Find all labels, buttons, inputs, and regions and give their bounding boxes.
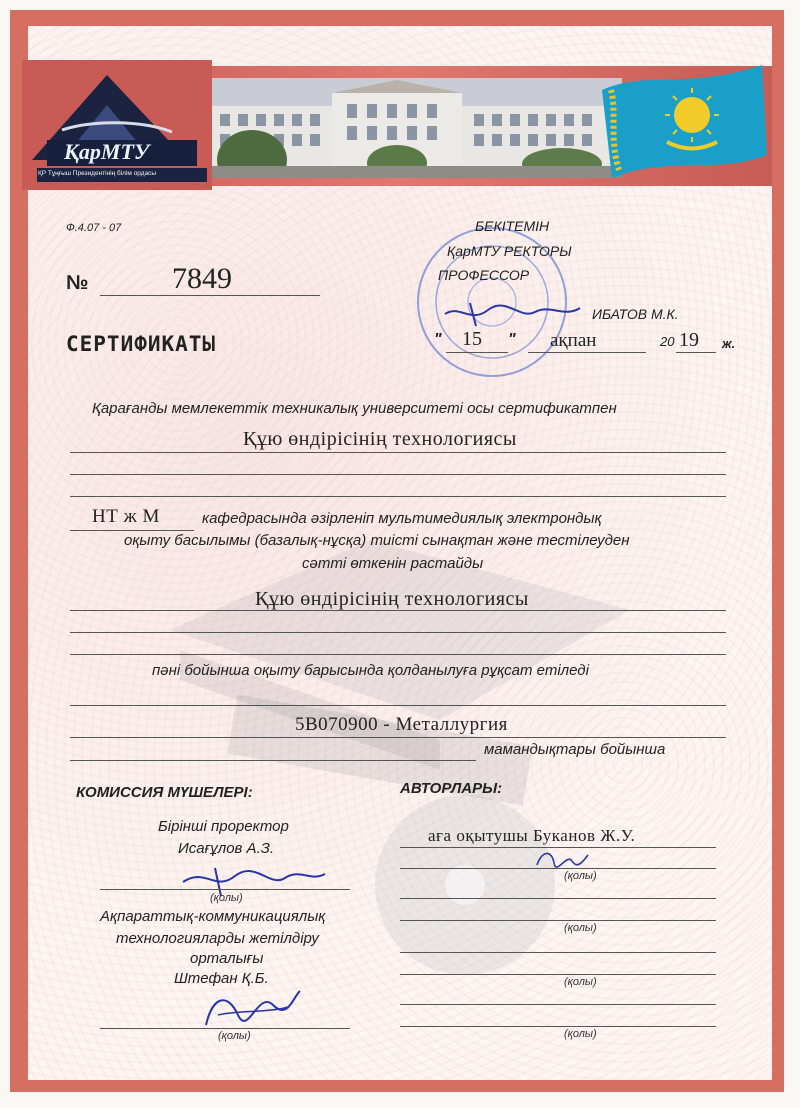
author2-signature-rule (400, 920, 716, 921)
logo-name: ҚарМТУ (64, 139, 150, 164)
kazakhstan-flag (597, 60, 772, 180)
body-rule-6 (70, 654, 726, 655)
date-day-rule (446, 352, 508, 353)
body-text-1: кафедрасында әзірленіп мультимедиялық электрондық (202, 510, 602, 527)
date-quote-close: " (508, 331, 516, 348)
number-label: № (66, 272, 89, 294)
authors-heading: АВТОРЛАРЫ: (400, 780, 503, 797)
member1-signature (175, 862, 335, 900)
department-name: НТ ж М (92, 506, 160, 527)
course-name-1: Құю өндірісінің технологиясы (243, 428, 517, 450)
header-banner (32, 60, 772, 195)
department-rule (70, 530, 194, 531)
course-name-2: Құю өндірісінің технологиясы (255, 588, 529, 610)
member1-signature-rule (100, 889, 350, 890)
allow-text: пәні бойынша оқыту барысында қолданылуға рұқсат етіледі (152, 662, 589, 679)
author3-signature-rule (400, 974, 716, 975)
body-rule-1 (70, 452, 726, 453)
date-year-rule (676, 352, 716, 353)
rector-name: ИБАТОВ М.К. (592, 306, 679, 322)
approval-line-1: БЕКІТЕМІН (475, 218, 550, 234)
member2-name: Штефан Қ.Б. (174, 970, 269, 987)
body-rule-3 (70, 496, 726, 497)
body-rule-9 (70, 760, 476, 761)
specialty: 5В070900 - Металлургия (295, 714, 508, 735)
author2-signature-caption: (қолы) (564, 922, 597, 934)
author4-signature-rule (400, 1026, 716, 1027)
rector-signature (440, 298, 590, 328)
author4-rule (400, 1004, 716, 1005)
body-rule-2 (70, 474, 726, 475)
member1-role: Бірінші проректор (158, 818, 289, 835)
member2-role-3: орталығы (190, 950, 264, 967)
intro-text: Қарағанды мемлекеттік техникалық университеті осы сертификатпен (92, 400, 617, 417)
university-building-image (182, 78, 622, 178)
author3-rule (400, 952, 716, 953)
author4-signature-caption: (қолы) (564, 1028, 597, 1040)
date-year-mark: ж. (722, 336, 736, 351)
author1-name: аға оқытушы Буканов Ж.У. (428, 826, 636, 845)
member2-signature-rule (100, 1028, 350, 1029)
member2-signature-caption: (қолы) (218, 1030, 251, 1042)
commission-heading: КОМИССИЯ МҮШЕЛЕРІ: (76, 784, 253, 801)
author3-signature-caption: (қолы) (564, 976, 597, 988)
date-day: 15 (462, 328, 482, 350)
approval-line-2: ҚарМТУ РЕКТОРЫ (447, 243, 572, 259)
date-year-suffix: 19 (679, 329, 699, 351)
member1-signature-caption: (қолы) (210, 892, 243, 904)
body-rule-5 (70, 632, 726, 633)
form-code: Ф.4.07 - 07 (66, 222, 122, 234)
body-rule-4 (70, 610, 726, 611)
body-rule-7 (70, 705, 726, 706)
number-rule (100, 295, 320, 296)
date-year-prefix: 20 (660, 334, 675, 349)
author2-rule (400, 898, 716, 899)
logo-caption: ҚР Тұңғыш Президентінің білім ордасы (38, 170, 157, 177)
member2-role-2: технологияларды жетілдіру (116, 930, 319, 947)
author1-signature-caption: (қолы) (564, 870, 597, 882)
date-quote-open: " (434, 331, 442, 348)
specialty-suffix: мамандықтары бойынша (484, 741, 666, 758)
body-text-3: сәтті өткенін растайды (302, 555, 484, 572)
certificate-number: 7849 (172, 262, 232, 295)
date-month-rule (528, 352, 646, 353)
approval-line-3: ПРОФЕССОР (438, 267, 530, 283)
member2-role-1: Ақпараттық-коммуникациялық (100, 908, 326, 925)
author1-signature-rule (400, 868, 716, 869)
body-text-2: оқыту басылымы (базалық-нұсқа) тиісті сынақтан және тестілеуден (124, 532, 630, 549)
certificate-title: СЕРТИФИКАТЫ (66, 332, 217, 356)
member1-name: Исағұлов А.З. (178, 840, 275, 857)
university-logo (22, 60, 212, 190)
date-month: ақпан (550, 330, 597, 351)
body-rule-8 (70, 737, 726, 738)
